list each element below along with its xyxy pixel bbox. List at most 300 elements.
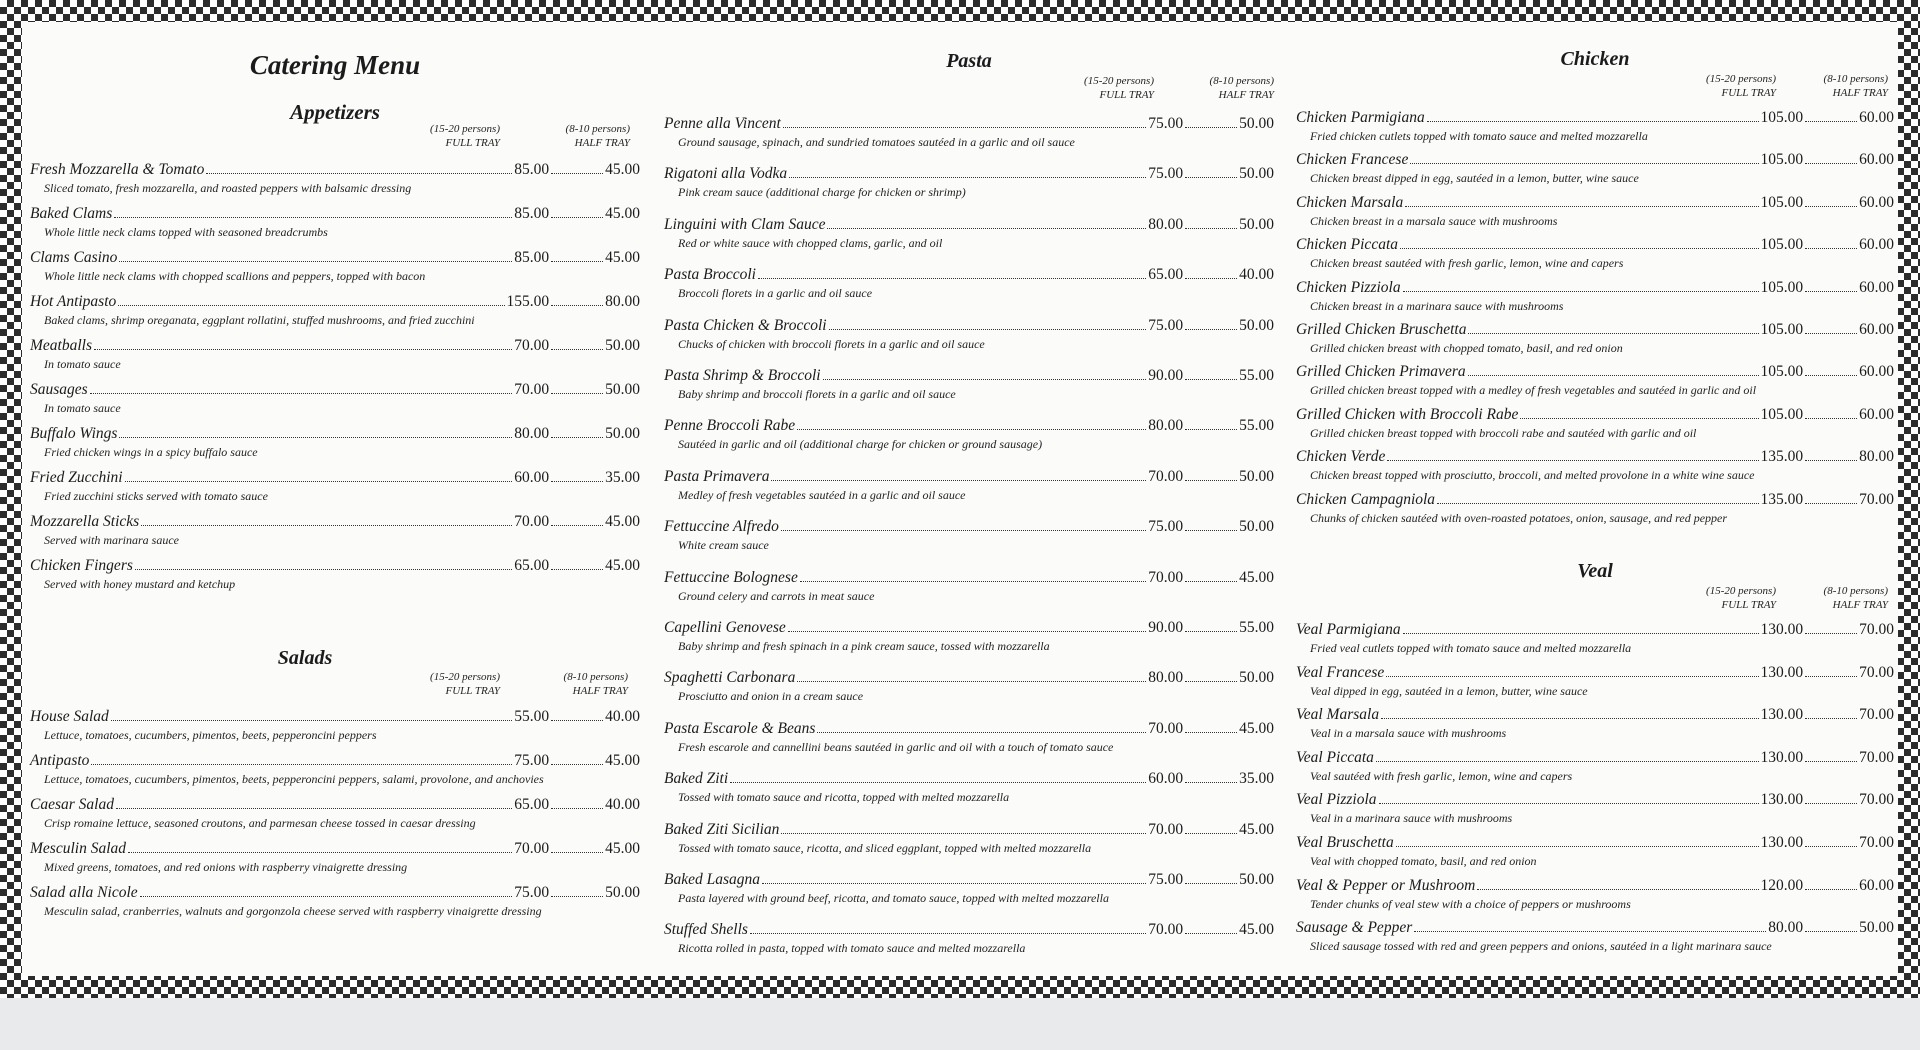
item-name: Linguini with Clam Sauce [664,215,826,233]
full-tray-price: 105.00 [1760,236,1804,254]
menu-item-row [664,416,1274,436]
half-tray-price: 45.00 [1239,568,1274,586]
item-name: Veal Marsala [1296,706,1380,724]
menu-item-row [30,204,640,224]
dot-leader [1403,633,1759,634]
item-name: Meatballs [30,337,92,354]
full-tray-persons: (15-20 persons) [1706,585,1776,597]
full-tray-price: 105.00 [1760,405,1804,423]
item-name: Pasta Broccoli [664,266,756,284]
menu-item [664,316,1274,352]
full-tray-price: 70.00 [514,337,550,354]
item-description: Chunks of chicken sautéed with oven-roasted potatoes, onion, sausage, and red pepper [1310,510,1728,525]
dot-leader [800,581,1146,582]
half-tray-price: 60.00 [1859,109,1894,126]
item-description: Served with honey mustard and ketchup [44,577,236,591]
full-tray-price: 130.00 [1760,791,1804,809]
half-tray-price: 55.00 [1239,367,1274,384]
half-tray-price: 45.00 [605,557,640,574]
dot-leader [762,883,1146,884]
menu-item [664,114,1274,150]
dot-leader [1427,121,1759,122]
item-name: Chicken Piccata [1296,236,1398,254]
half-tray-price: 50.00 [1239,669,1274,687]
dot-leader [1396,846,1759,847]
dot-leader [551,569,603,570]
dot-leader [1185,581,1237,582]
dot-leader [797,429,1146,430]
dot-leader [788,631,1146,632]
dot-leader [1805,718,1857,719]
dot-leader [90,393,513,394]
menu-item [30,204,640,240]
menu-item-row [664,870,1274,890]
menu-item [30,751,640,787]
item-description: Chucks of chicken with broccoli florets in a garlic and oil sauce [678,336,985,351]
half-tray-price: 60.00 [1859,405,1894,423]
menu-item-row [1296,447,1894,467]
item-description: Veal dipped in egg, sautéed in a lemon, butter, wine sauce [1310,683,1588,698]
full-tray-price: 85.00 [514,161,550,178]
half-tray-price: 50.00 [605,381,640,398]
dot-leader [141,525,512,526]
half-tray-header [1164,74,1274,102]
dot-leader [781,530,1146,531]
menu-item-row [664,114,1274,134]
right-column [1296,22,1894,976]
item-name: Pasta Chicken & Broccoli [664,316,827,334]
menu-item [664,920,1274,956]
full-tray-price: 75.00 [1148,165,1184,183]
menu-item [30,795,640,831]
item-name: Rigatoni alla Vodka [664,165,788,183]
menu-item-row [1296,150,1894,170]
dot-leader [1477,889,1758,890]
dot-leader [1805,375,1857,376]
full-tray-price: 70.00 [1148,568,1184,586]
full-tray-price: 135.00 [1760,490,1804,508]
item-description: Pink cream sauce (additional charge for chicken or shrimp) [678,185,966,200]
menu-item-row [1296,362,1894,382]
menu-item-row [30,556,640,576]
dot-leader [551,852,603,853]
menu-item [1296,663,1894,699]
half-tray-price: 50.00 [1239,518,1274,536]
full-tray-price: 75.00 [514,752,550,769]
item-name: Hot Antipasto [30,293,117,310]
item-name: Fettuccine Bolognese [664,568,798,586]
half-tray-price: 45.00 [1239,921,1274,939]
menu-item [1296,790,1894,826]
pasta-heading: Pasta [946,50,992,72]
dot-leader [1805,418,1857,419]
item-name: Veal Piccata [1296,748,1374,766]
dot-leader [118,305,504,306]
item-description: Veal sautéed with fresh garlic, lemon, wine and capers [1310,768,1573,783]
menu-item [664,820,1274,856]
full-tray-label: FULL TRAY [1721,599,1776,611]
menu-item [1296,405,1894,441]
item-name: Chicken Francese [1296,151,1409,169]
half-tray-price: 50.00 [1239,165,1274,183]
menu-item-row [1296,918,1894,938]
half-tray-header [1782,584,1888,612]
half-tray-price: 70.00 [1859,834,1894,851]
menu-item [664,416,1274,452]
menu-item [664,668,1274,704]
item-name: Baked Ziti Sicilian [664,820,780,838]
dot-leader [1805,206,1857,207]
dot-leader [827,228,1146,229]
item-name: Stuffed Shells [664,921,748,939]
item-name: Veal Parmigiana [1296,621,1401,638]
item-name: Pasta Escarole & Beans [664,719,816,737]
menu-item-row [1296,790,1894,810]
item-name: Mesculin Salad [30,840,126,857]
full-tray-price: 75.00 [1148,316,1184,334]
menu-item [30,839,640,875]
dot-leader [551,217,603,218]
half-tray-price: 50.00 [1239,115,1274,132]
item-description: Baked clams, shrimp oreganata, eggplant rollatini, stuffed mushrooms, and fried zucchini [44,313,475,327]
menu-item-row [664,769,1274,789]
dot-leader [1805,163,1857,164]
menu-item-row [1296,748,1894,768]
half-tray-price: 55.00 [1239,417,1274,435]
menu-item-row [664,265,1274,285]
item-name: Penne alla Vincent [664,115,781,132]
full-tray-price: 65.00 [514,557,550,574]
item-description: Medley of fresh vegetables sautéed in a garlic and oil sauce [678,487,966,502]
full-tray-header [1666,72,1776,100]
item-description: Chicken breast in a marinara sauce with mushrooms [1310,298,1564,313]
dot-leader [1386,676,1758,677]
dot-leader [128,852,512,853]
full-tray-price: 65.00 [1148,266,1184,284]
dot-leader [206,173,512,174]
dot-leader [551,808,603,809]
menu-item [1296,150,1894,186]
dot-leader [829,329,1147,330]
item-description: Chicken breast topped with prosciutto, broccoli, and melted provolone in a white wine sauce [1310,468,1755,483]
item-description: Chicken breast sautéed with fresh garlic, lemon, wine and capers [1310,256,1624,271]
item-name: Caesar Salad [30,796,114,813]
item-description: Veal in a marsala sauce with mushrooms [1310,726,1507,741]
item-description: Fried veal cutlets topped with tomato sauce and melted mozzarella [1310,641,1632,655]
half-tray-label: HALF TRAY [1832,599,1888,611]
menu-item-row [30,795,640,815]
dot-leader [1376,761,1759,762]
half-tray-price: 70.00 [1859,791,1894,809]
full-tray-price: 105.00 [1760,193,1804,211]
dot-leader [1185,480,1237,481]
full-tray-price: 120.00 [1760,876,1804,894]
dot-leader [1185,429,1237,430]
item-name: Chicken Parmigiana [1296,109,1425,126]
menu-item [1296,193,1894,229]
menu-item-row [30,160,640,180]
half-tray-price: 50.00 [605,884,640,901]
item-name: Buffalo Wings [30,425,118,442]
dot-leader [111,720,512,721]
full-tray-price: 90.00 [1148,367,1184,384]
menu-item-row [30,380,640,400]
menu-item-row [1296,193,1894,213]
half-tray-price: 45.00 [605,161,640,178]
dot-leader [1379,803,1759,804]
menu-item-row [30,883,640,903]
dot-leader [94,349,512,350]
item-description: Tender chunks of veal stew with a choice of peppers or mushrooms [1310,896,1631,911]
item-name: Baked Lasagna [664,871,761,888]
half-tray-price: 50.00 [1239,316,1274,334]
full-tray-price: 105.00 [1760,151,1804,169]
half-tray-price: 70.00 [1859,663,1894,681]
dot-leader [823,379,1147,380]
half-tray-header [520,122,630,150]
dot-leader [551,764,603,765]
full-tray-price: 85.00 [514,249,550,266]
menu-item [1296,320,1894,356]
item-name: Pasta Shrimp & Broccoli [664,367,821,384]
half-tray-label: HALF TRAY [574,137,630,149]
menu-item [664,366,1274,402]
item-name: Chicken Marsala [1296,193,1404,211]
item-description: In tomato sauce [44,401,121,415]
half-tray-label: HALF TRAY [1218,89,1274,101]
item-name: Mozzarella Sticks [30,513,140,530]
full-tray-price: 105.00 [1760,363,1804,381]
menu-item [30,380,640,416]
item-description: Ricotta rolled in pasta, topped with tomato sauce and melted mozzarella [678,941,1026,956]
full-tray-label: FULL TRAY [1721,87,1776,99]
appetizers-heading: Appetizers [290,100,380,124]
menu-item-row [664,366,1274,386]
item-name: Fettuccine Alfredo [664,518,779,536]
half-tray-price: 80.00 [1859,448,1894,466]
full-tray-price: 135.00 [1760,448,1804,466]
menu-item-row [1296,663,1894,683]
half-tray-price: 60.00 [1859,193,1894,211]
full-tray-price: 90.00 [1148,619,1184,636]
menu-item-row [30,336,640,356]
half-tray-header [1782,72,1888,100]
menu-item [664,769,1274,805]
item-description: Crisp romaine lettuce, seasoned croutons, and parmesan cheese tossed in caesar dressing [44,816,476,830]
half-tray-price: 35.00 [605,469,640,486]
dot-leader [1805,460,1857,461]
half-tray-price: 45.00 [605,249,640,266]
item-description: Fried zucchini sticks served with tomato sauce [44,489,268,503]
dot-leader [1805,676,1857,677]
menu-item-row [1296,620,1894,640]
half-tray-price: 60.00 [1859,278,1894,296]
dot-leader [750,933,1146,934]
menu-item-row [30,751,640,771]
half-tray-price: 60.00 [1859,151,1894,169]
item-name: Antipasto [30,752,90,769]
item-description: Pasta layered with ground beef, ricotta, and tomato sauce, topped with melted mozzarella [678,891,1109,905]
dot-leader [114,217,512,218]
half-tray-persons: (8-10 persons) [565,123,630,135]
menu-item-row [30,424,640,444]
dot-leader [1414,931,1766,932]
item-description: Ground celery and carrots in meat sauce [678,588,875,603]
half-tray-price: 55.00 [1239,619,1274,636]
full-tray-label: FULL TRAY [445,137,500,149]
item-description: Ground sausage, spinach, and sundried tomatoes sautéed in a garlic and oil sauce [678,135,1075,149]
dot-leader [1805,291,1857,292]
dot-leader [1185,530,1237,531]
item-description: Tossed with tomato sauce and ricotta, topped with melted mozzarella [678,790,1010,805]
item-name: Grilled Chicken Bruschetta [1296,321,1467,338]
item-description: Fried chicken wings in a spicy buffalo sauce [44,445,258,459]
half-tray-price: 45.00 [1239,719,1274,737]
menu-item-row [664,719,1274,739]
menu-item-row [664,215,1274,235]
menu-item-row [664,316,1274,336]
full-tray-price: 130.00 [1760,834,1804,851]
half-tray-label: HALF TRAY [572,685,628,697]
menu-item-row [1296,833,1894,853]
dot-leader [119,437,512,438]
dot-leader [771,480,1146,481]
menu-item [1296,490,1894,526]
menu-title: Catering Menu [249,50,421,80]
item-name: House Salad [30,708,109,725]
menu-item-row [664,618,1274,638]
menu-item [30,248,640,284]
dot-leader [551,720,603,721]
full-tray-price: 70.00 [1148,921,1184,939]
menu-item-row [30,512,640,532]
item-name: Penne Broccoli Rabe [664,417,796,435]
menu-item [1296,705,1894,741]
full-tray-price: 60.00 [1148,770,1184,788]
item-name: Chicken Pizziola [1296,278,1401,296]
dot-leader [551,305,603,306]
item-description: Chicken breast dipped in egg, sautéed in a lemon, butter, wine sauce [1310,171,1639,186]
half-tray-price: 40.00 [605,796,640,813]
full-tray-price: 70.00 [1148,719,1184,737]
full-tray-header [400,122,500,150]
full-tray-header [1666,584,1776,612]
item-description: Baby shrimp and broccoli florets in a garlic and oil sauce [678,387,956,401]
menu-item-row [1296,235,1894,255]
half-tray-price: 70.00 [1859,490,1894,508]
item-name: Sausages [30,381,88,398]
dot-leader [1400,248,1759,249]
item-name: Veal Pizziola [1296,791,1377,809]
item-name: Veal Francese [1296,663,1385,681]
salads-heading: Salads [277,647,333,669]
menu-item [664,265,1274,301]
menu-item-row [1296,320,1894,340]
half-tray-price: 45.00 [605,513,640,530]
dot-leader [1185,228,1237,229]
veal-heading: Veal [1577,560,1613,582]
item-description: In tomato sauce [44,357,121,371]
item-name: Chicken Verde [1296,448,1386,466]
dot-leader [1185,631,1237,632]
menu-item-row [30,707,640,727]
full-tray-price: 75.00 [1148,115,1184,132]
item-description: Grilled chicken breast topped with a medley of fresh vegetables and sautéed in garlic and oil [1310,383,1757,398]
menu-item-row [1296,705,1894,725]
menu-item-row [1296,278,1894,298]
half-tray-header [520,670,628,698]
item-name: Pasta Primavera [664,467,770,485]
half-tray-price: 70.00 [1859,706,1894,724]
menu-sheet [22,22,1898,976]
dot-leader [1410,163,1758,164]
half-tray-price: 40.00 [605,708,640,725]
full-tray-price: 75.00 [514,884,550,901]
dot-leader [1468,375,1759,376]
full-tray-price: 155.00 [506,293,550,310]
menu-item-row [1296,876,1894,896]
dot-leader [551,173,603,174]
item-name: Grilled Chicken Primavera [1296,363,1466,381]
dot-leader [1805,846,1857,847]
full-tray-price: 130.00 [1760,748,1804,766]
dot-leader [1805,248,1857,249]
half-tray-price: 80.00 [605,293,640,310]
dot-leader [551,437,603,438]
full-tray-price: 55.00 [514,708,550,725]
half-tray-price: 45.00 [605,752,640,769]
dot-leader [116,808,512,809]
half-tray-price: 35.00 [1239,770,1274,788]
half-tray-price: 45.00 [605,205,640,222]
dot-leader [1805,333,1857,334]
half-tray-price: 70.00 [1859,748,1894,766]
item-description: Grilled chicken breast with chopped tomato, basil, and red onion [1310,341,1623,355]
full-tray-price: 130.00 [1760,621,1804,638]
full-tray-price: 105.00 [1760,109,1804,126]
item-name: Fresh Mozzarella & Tomato [30,161,205,178]
full-tray-price: 60.00 [514,469,550,486]
half-tray-price: 60.00 [1859,363,1894,381]
full-tray-price: 80.00 [1768,919,1804,937]
dot-leader [1403,291,1759,292]
dot-leader [797,681,1146,682]
menu-item-row [664,164,1274,184]
menu-item [30,336,640,372]
full-tray-price: 85.00 [514,205,550,222]
item-description: Tossed with tomato sauce, ricotta, and sliced eggplant, topped with melted mozzarella [678,840,1092,855]
half-tray-price: 50.00 [605,425,640,442]
menu-item [30,292,640,328]
menu-item [30,707,640,743]
dot-leader [551,393,603,394]
dot-leader [783,127,1146,128]
dot-leader [551,481,603,482]
menu-item-row [664,568,1274,588]
half-tray-label: HALF TRAY [1832,87,1888,99]
dot-leader [1185,732,1237,733]
full-tray-price: 105.00 [1760,278,1804,296]
full-tray-persons: (15-20 persons) [1084,75,1154,87]
item-description: Veal in a marinara sauce with mushrooms [1310,811,1513,826]
item-description: Sautéed in garlic and oil (additional charge for chicken or ground sausage) [678,437,1043,452]
full-tray-price: 75.00 [1148,518,1184,536]
item-description: Prosciutto and onion in a cream sauce [678,689,864,704]
half-tray-price: 50.00 [1239,871,1274,888]
menu-item [664,870,1274,906]
full-tray-persons: (15-20 persons) [1706,73,1776,85]
dot-leader [730,782,1146,783]
